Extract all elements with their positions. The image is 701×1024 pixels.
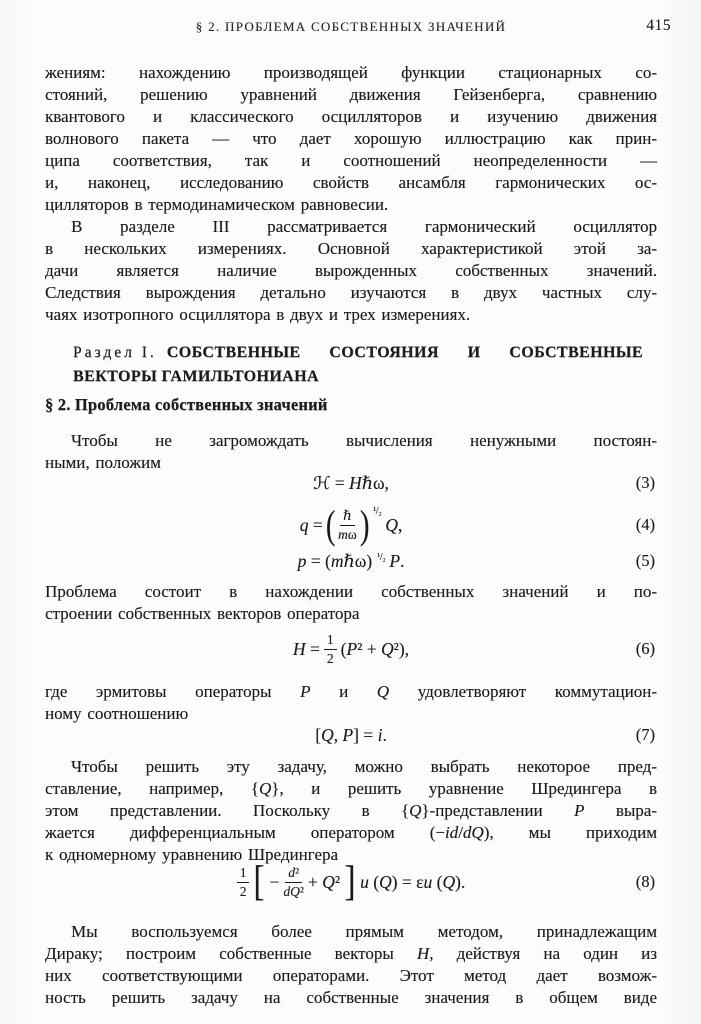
text-line: где эрмитовы операторы P и Q удовлетворяют коммутацион- (45, 682, 657, 701)
exponent-one-half: ¹/₂ (377, 551, 386, 563)
equation-3 (45, 469, 657, 497)
text-line: дачи является наличие вырожденных собственных значений. (45, 261, 657, 280)
text-line: Проблема состоит в нахождении собственных значений и по- (45, 582, 657, 601)
minus-sign: − (269, 871, 280, 892)
page-number: 415 (646, 17, 671, 34)
exponent-one-half: ¹/₂ (373, 506, 382, 517)
fraction-one-half (324, 632, 337, 665)
text-line: и, наконец, исследованию свойств ансамбля гармонических ос- (45, 173, 657, 192)
equation-5-body (298, 551, 405, 572)
text-line: Чтобы не загромождать вычисления ненужными постоян- (71, 431, 657, 450)
fraction-denominator: dQ² (283, 883, 304, 899)
fraction-denominator: mω (338, 526, 357, 542)
equation-6 (45, 630, 657, 668)
equation-6-number: (6) (635, 639, 655, 658)
fraction (338, 508, 357, 541)
equation-3-number: (3) (635, 473, 655, 492)
equation-8-number: (8) (635, 872, 655, 891)
text-line: Дираку; построим собственные векторы H, действуя на один из (45, 944, 657, 963)
paragraph-3 (45, 430, 657, 474)
equation-5 (45, 548, 657, 574)
section-heading: § 2. Проблема собственных значений (45, 395, 328, 414)
equation-4-body (299, 502, 403, 547)
equation-6-rhs: (P² + Q²), (340, 638, 410, 659)
fraction-derivative (283, 865, 304, 898)
text-line: стояний, решению уравнений движения Гейзенберга, сравнению (45, 85, 657, 104)
equation-8-body (237, 861, 466, 903)
text-line: жается дифференциальным оператором (−id/dQ), мы приходим (45, 823, 657, 842)
fraction-denominator: 2 (239, 883, 247, 899)
text-line: цилляторов в термодинамическом равновесии. (45, 195, 389, 214)
text-line: строении собственных векторов оператора (45, 604, 360, 623)
running-head-title: § 2. ПРОБЛЕМА СОБСТВЕННЫХ ЗНАЧЕНИЙ (195, 19, 507, 34)
open-bracket: [ (253, 859, 266, 905)
text-line: к одномерному уравнению Шредингера (45, 845, 339, 864)
close-paren: ) (359, 502, 370, 547)
fraction-numerator: d² (285, 865, 302, 882)
equation-5-number: (5) (635, 551, 655, 570)
text-line: ному соотношению (45, 704, 189, 723)
part-title-line1: СОБСТВЕННЫЕ СОСТОЯНИЯ И СОБСТВЕННЫЕ (166, 344, 643, 361)
part-heading (73, 341, 643, 389)
equation-7-expression: [Q, P] = i. (315, 724, 387, 745)
equation-6-body (293, 632, 409, 665)
open-paren: ( (325, 502, 336, 547)
fraction-numerator: 1 (324, 632, 337, 649)
paragraph-1 (45, 62, 657, 216)
text-line: Чтобы решить эту задачу, можно выбрать некоторое пред- (71, 757, 657, 776)
equation-4-number: (4) (635, 515, 655, 534)
equation-7 (45, 722, 657, 748)
equation-5-lhs: p = (mℏω) (297, 550, 373, 571)
fraction-one-half (237, 865, 250, 898)
paragraph-2 (45, 216, 657, 326)
equation-8-rhs: u (Q) = εu (Q). (360, 871, 466, 892)
text-line: ность решить задачу на собственные значения в общем виде (45, 988, 657, 1007)
text-line: Мы воспользуемся более прямым методом, принадлежащим (71, 922, 657, 941)
part-label: Раздел I. (73, 344, 157, 361)
equation-6-lhs: H = (292, 638, 320, 659)
equation-3-body (313, 473, 389, 494)
paragraph-5 (45, 681, 657, 725)
equation-4-rhs: Q, (385, 514, 403, 535)
text-line: ципа соответствия, так и соотношений неопределенности — (45, 151, 657, 170)
equation-4-lhs: q = (299, 514, 323, 535)
equation-7-body (315, 725, 387, 746)
equation-8 (45, 860, 657, 904)
fraction-numerator: 1 (237, 865, 250, 882)
equation-4 (45, 503, 657, 547)
text-line: волнового пакета — что дает хорошую иллюстрацию как прин- (45, 129, 657, 148)
text-line: жениям: нахождению производящей функции стационарных со- (45, 63, 657, 82)
paragraph-4 (45, 581, 657, 625)
equation-3-expression: ℋ = Hℏω, (313, 472, 389, 493)
text-line: ставление, например, {Q}, и решить уравнение Шредингера в (45, 779, 657, 798)
text-line: них соответствующими операторами. Этот метод дает возмож- (45, 966, 657, 985)
paragraph-7 (45, 921, 657, 1009)
part-heading-line1 (73, 341, 643, 365)
fraction-numerator: ℏ (340, 508, 355, 525)
close-bracket: ] (344, 859, 356, 905)
equation-8-term2: + Q² (307, 871, 341, 892)
paragraph-6 (45, 756, 657, 866)
text-line: чаях изотропного осциллятора в двух и трех измерениях. (45, 305, 471, 324)
text-line: В разделе III рассматривается гармонический осциллятор (71, 217, 657, 236)
text-line: квантового и классического осцилляторов и изучению движения (45, 107, 657, 126)
equation-7-number: (7) (635, 725, 655, 744)
text-line: в нескольких измерениях. Основной характеристикой этой за- (45, 239, 657, 258)
text-line: Следствия вырождения детально изучаются в двух частных слу- (45, 283, 657, 302)
text-line: ными, положим (45, 453, 161, 472)
text-line: этом представлении. Поскольку в {Q}-представлении P выра- (45, 801, 658, 820)
fraction-denominator: 2 (326, 650, 334, 666)
part-title-line2: ВЕКТОРЫ ГАМИЛЬТОНИАНА (73, 368, 319, 385)
equation-5-rhs: P. (389, 550, 405, 571)
